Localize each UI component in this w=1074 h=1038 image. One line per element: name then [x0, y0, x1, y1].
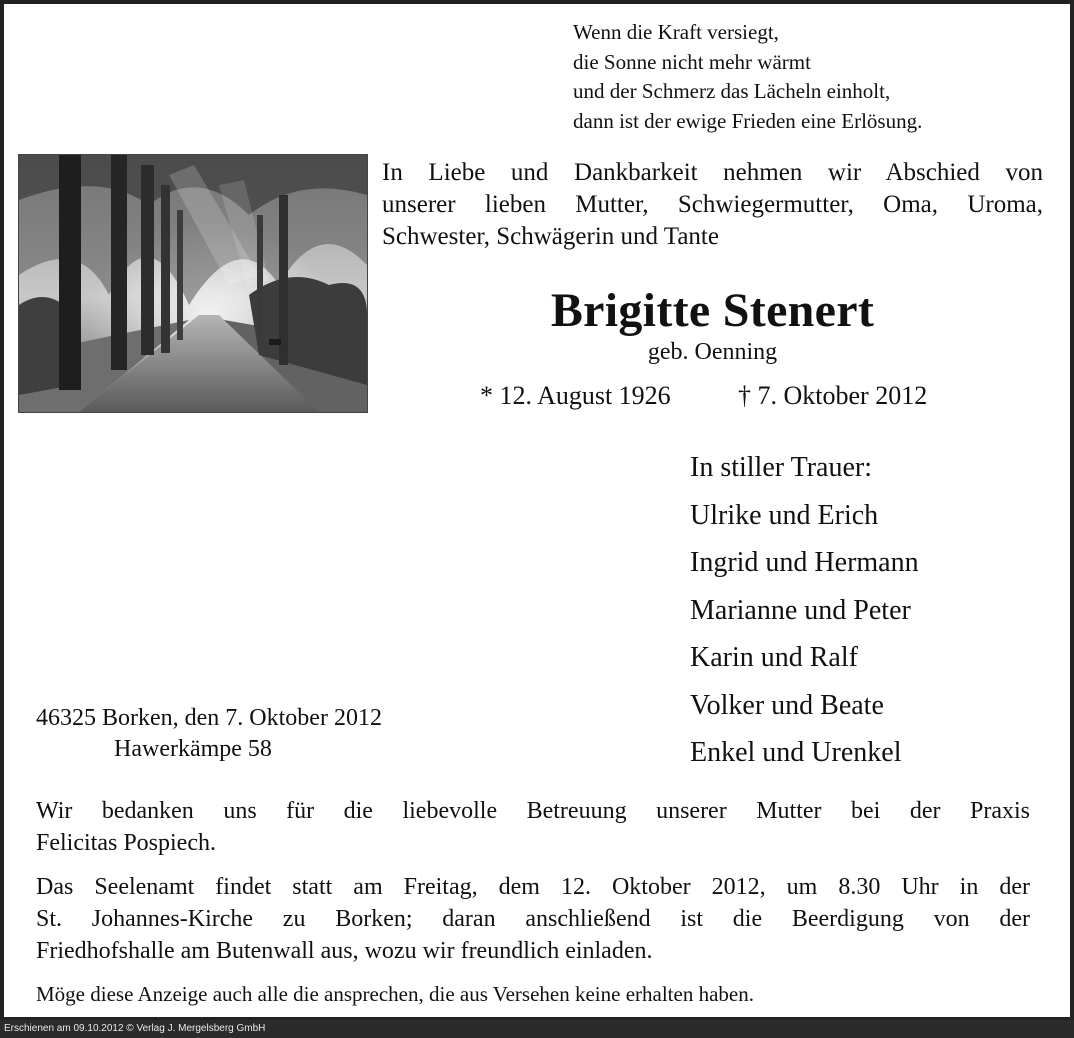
place-date: 46325 Borken, den 7. Oktober 2012: [36, 705, 382, 731]
funeral-line: St. Johannes-Kirche zu Borken; daran anschließend ist die Beerdigung von der: [36, 906, 1030, 932]
intro-line: In Liebe und Dankbarkeit nehmen wir Abschied von: [382, 159, 1043, 186]
poem-line: und der Schmerz das Lächeln einholt,: [573, 79, 891, 103]
intro-line: Schwester, Schwägerin und Tante: [382, 223, 719, 250]
thanks-line: Wir bedanken uns für die liebevolle Betreuung unserer Mutter bei der Praxis: [36, 798, 1030, 824]
thanks-paragraph: [36, 795, 1030, 859]
tree-alley-photo: [18, 154, 368, 413]
mourner-entry: Volker und Beate: [690, 689, 884, 721]
mourner-entry: Marianne und Peter: [690, 594, 911, 626]
funeral-paragraph: [36, 871, 1030, 967]
deceased-name: Brigitte Stenert: [550, 284, 875, 337]
closing-note: Möge diese Anzeige auch alle die ansprechen, die aus Versehen keine erhalten haben.: [36, 982, 754, 1006]
address-block: [36, 703, 382, 765]
poem-line: dann ist der ewige Frieden eine Erlösung.: [573, 108, 923, 133]
mourner-entry: Ulrike und Erich: [690, 499, 879, 531]
mourners-list: [690, 444, 1050, 777]
publication-footer: Erschienen am 09.10.2012 © Verlag J. Mergelsberg GmbH: [0, 1020, 1074, 1038]
street-address: Hawerkämpe 58: [114, 736, 272, 762]
intro-text: [382, 157, 1043, 253]
mourner-entry: Ingrid und Hermann: [690, 547, 919, 578]
thanks-line: Felicitas Pospiech.: [36, 830, 216, 856]
mourners-heading: In stiller Trauer:: [690, 452, 872, 483]
poem: [573, 18, 1043, 136]
mourner-entry: Karin und Ralf: [690, 642, 858, 673]
funeral-line: Friedhofshalle am Butenwall aus, wozu wir freundlich einladen.: [36, 938, 653, 964]
poem-line: Wenn die Kraft versiegt,: [573, 20, 779, 44]
poem-line: die Sonne nicht mehr wärmt: [573, 49, 811, 74]
mourner-entry: Enkel und Urenkel: [690, 737, 902, 768]
maiden-name: geb. Oenning: [647, 339, 778, 365]
death-date: † 7. Oktober 2012: [738, 381, 928, 410]
intro-line: unserer lieben Mutter, Schwiegermutter, Oma, Uroma,: [382, 191, 1043, 218]
tree-alley-image: [19, 155, 367, 412]
birth-date: * 12. August 1926: [480, 381, 671, 410]
funeral-line: Das Seelenamt findet statt am Freitag, dem 12. Oktober 2012, um 8.30 Uhr in der: [36, 874, 1030, 900]
